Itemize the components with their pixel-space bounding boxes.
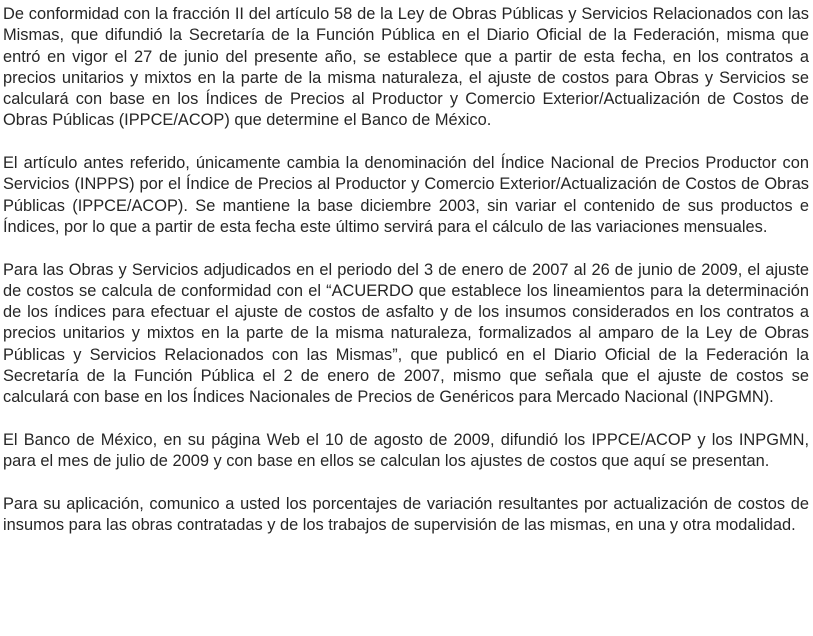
paragraph-banco-de-mexico: El Banco de México, en su página Web el 10 de agosto de 2009, difundió los IPPCE/ACOP y los INPGMN, para el mes de julio de 2009 y con base en ellos se calculan los ajustes de costos que aquí se presentan. [3, 430, 809, 471]
document-body [3, 4, 809, 536]
paragraph-aplicacion: Para su aplicación, comunico a usted los porcentajes de variación resultantes por actualización de costos de insumos para las obras contratadas y de los trabajos de supervisión de las mismas, en una y otra modalidad. [3, 494, 809, 535]
paragraph-obras-adjudicadas: Para las Obras y Servicios adjudicados en el periodo del 3 de enero de 2007 al 26 de junio de 2009, el ajuste de costos se calcula de conformidad con el “ACUERDO que establece los lineamientos para la determinación de los índices para efectuar el ajuste de costos de asfalto y de los insumos considerados en los contratos a precios unitarios y mixtos en la parte de la misma naturaleza, formalizados al amparo de la Ley de Obras Públicas y Servicios Relacionados con las Mismas”, que publicó en el Diario Oficial de la Federación la Secretaría de la Función Pública el 2 de enero de 2007, mismo que señala que el ajuste de costos se calculará con base en los Índices Nacionales de Precios de Genéricos para Mercado Nacional (INPGMN). [3, 260, 809, 407]
paragraph-articulo-referido: El artículo antes referido, únicamente cambia la denominación del Índice Nacional de Precios Productor con Servicios (INPPS) por el Índice de Precios al Productor y Comercio Exterior/Actualización de Costos de Obras Públicas (IPPCE/ACOP). Se mantiene la base diciembre 2003, sin variar el contenido de sus productos e Índices, por lo que a partir de esta fecha este último servirá para el cálculo de las variaciones mensuales. [3, 154, 809, 236]
paragraph-ley-obras-publicas: De conformidad con la fracción II del artículo 58 de la Ley de Obras Públicas y Servicios Relacionados con las Mismas, que difundió la Secretaría de la Función Pública en el Diario Oficial de la Federación, misma que entró en vigor el 27 de junio del presente año, se establece que a partir de esta fecha, en los contratos a precios unitarios y mixtos en la parte de la misma naturaleza, el ajuste de costos para Obras y Servicios se calculará con base en los Índices de Precios al Productor y Comercio Exterior/Actualización de Costos de Obras Públicas (IPPCE/ACOP) que determine el Banco de México. [3, 5, 809, 130]
